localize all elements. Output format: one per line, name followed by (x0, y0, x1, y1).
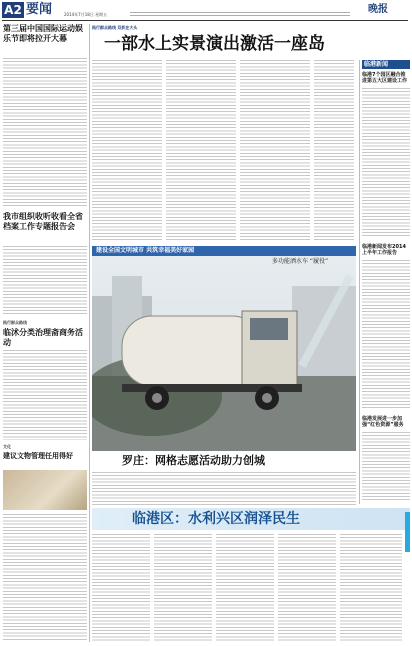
story3-kicker: 践行群众路线 (3, 320, 27, 325)
section-title: 要闻 (26, 2, 53, 17)
photo-banner-text: 建设全国文明城市 共筑幸福美好家园 (96, 247, 195, 254)
story2-title: 我市组织收听收看全省档案工作专题报告会 (3, 212, 83, 231)
right-story2-text (362, 260, 410, 410)
right-story1-title: 临港7个园区融合推进第五大区建设工作 (362, 72, 408, 84)
right-story1-text (362, 88, 410, 238)
story1-title: 第三届中国国际运动娱乐节即将拉开大幕 (3, 24, 83, 43)
right-divider (359, 60, 360, 504)
bottom-text-5 (340, 534, 402, 642)
right-column (362, 60, 410, 504)
bottom-text-2 (154, 534, 212, 642)
photo-story-text (92, 472, 356, 506)
cyan-edge-marker (405, 512, 410, 552)
left-column (3, 24, 87, 644)
main-story-kicker: 践行群众路线 双抓在大头 (92, 25, 138, 30)
right-story3-title: 临港发展进一步加强“红色资源”服务 (362, 416, 404, 428)
photo-story (92, 246, 356, 506)
page-header (0, 0, 412, 22)
main-story-text-1 (92, 60, 162, 240)
bottom-text-4 (278, 534, 336, 642)
photo-caption: 多功能洒水车 “履役” (272, 258, 329, 265)
story3-text (3, 350, 87, 440)
left-divider (89, 24, 90, 642)
page-code-badge: A2 (2, 2, 24, 18)
main-story-headline: 一部水上实景演出激活一座岛 (104, 34, 325, 54)
main-story-text-3 (240, 60, 310, 240)
right-section-label: 临港新闻 (364, 61, 389, 68)
story4-kicker: 文化 (3, 444, 11, 449)
story4-text (3, 514, 87, 642)
right-story3-text (362, 432, 410, 502)
main-story-text-2 (166, 60, 236, 240)
story2-text (3, 246, 87, 316)
bottom-text-1 (92, 534, 150, 642)
right-story2-title: 临港新闻发布2014上半年工作报告 (362, 244, 406, 256)
masthead-logo: 晚报 (368, 4, 388, 15)
truck-photo (92, 256, 356, 451)
truck-illustration (92, 256, 356, 451)
story3-title: 临沭分类治理斋商务活动 (3, 328, 83, 347)
header-info-line (130, 12, 350, 16)
bottom-banner-headline: 临港区：水利兴区润泽民生 (132, 511, 300, 527)
header-rule (2, 20, 408, 21)
story4-title: 建议文物管理任用得好 (3, 452, 73, 460)
story1-text (3, 58, 87, 208)
main-story-text-4 (314, 60, 354, 240)
bottom-section (92, 508, 410, 644)
photo-story-headline: 罗庄：网格志愿活动助力创城 (122, 454, 265, 467)
bottom-text-3 (216, 534, 274, 642)
story4-photo (3, 470, 87, 510)
date-line: 2014年7月18日 星期五 (64, 12, 108, 17)
